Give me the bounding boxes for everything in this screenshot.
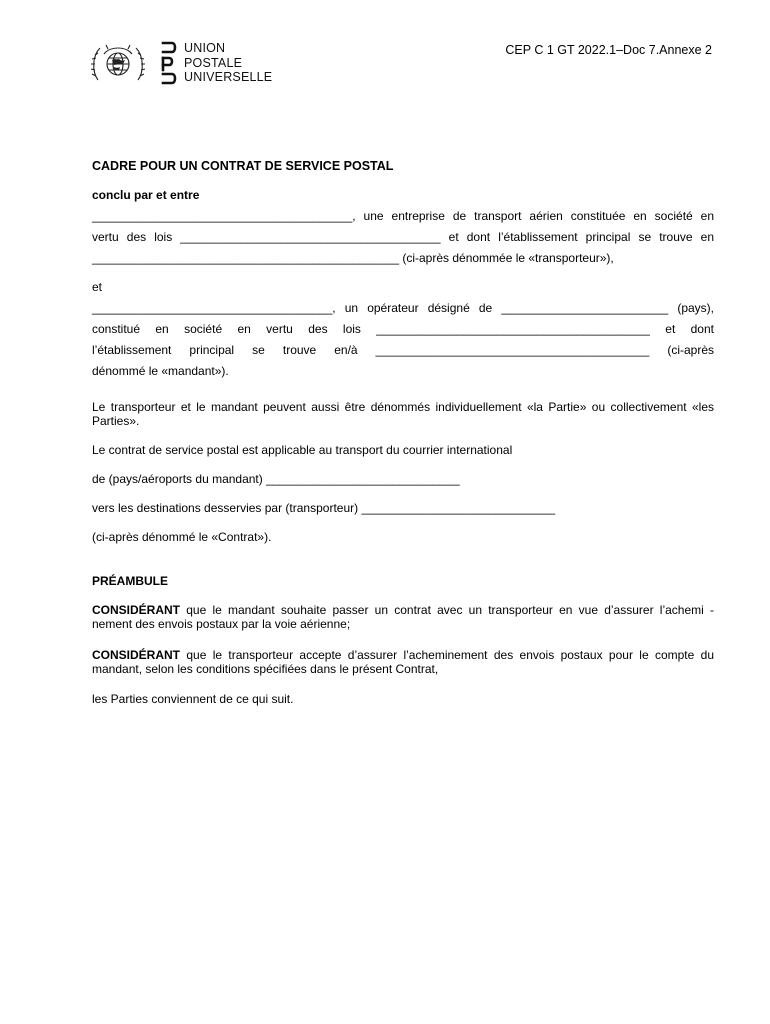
upu-name-line-2: POSTALE [184, 55, 243, 70]
party2-line-1: ____________________________________, un opérateur désigné de _________________________ (pays), [92, 301, 714, 315]
upu-name [184, 41, 272, 85]
party2-line-3: l’établissement principal se trouve en/à _________________________________________ (ci-après [92, 343, 714, 357]
upu-acronym [160, 40, 180, 86]
and-word: et [92, 280, 103, 294]
party1-line-2: vertu des lois _______________________________________ et dont l’établissement principal se trouve en [92, 230, 714, 244]
upu-name-line-1: UNION [184, 41, 226, 55]
party1-line-3: ______________________________________________ (ci-après dénommée le «transporteur»), [92, 251, 614, 265]
considerant-1-keyword: CONSIDÉRANT [92, 603, 181, 617]
party1-line-1: _______________________________________, une entreprise de transport aérien constituée en société en [92, 209, 714, 223]
party2-line-2: constitué en société en vertu des lois _________________________________________ et dont [92, 322, 714, 336]
upu-name-line-3: UNIVERSELLE [184, 70, 273, 84]
parties-definition: Le transporteur et le mandant peuvent aussi être dénommés individuellement «la Partie» ou collectivement «les Parties». [92, 400, 714, 428]
party2-line-4: dénommé le «mandant»). [92, 364, 229, 378]
considerant-2-text: que le transporteur accepte d’assurer l’acheminement des envois postaux pour le compte du mandant, selon les conditions spécifiées dans le présent Contrat, [92, 648, 714, 676]
to-line: vers les destinations desservies par (transporteur) _____________________________ [92, 501, 555, 515]
contract-definition: (ci-après dénommé le «Contrat»). [92, 530, 272, 544]
document-title: CADRE POUR UN CONTRAT DE SERVICE POSTAL [92, 159, 394, 173]
preamble-heading: PRÉAMBULE [92, 574, 169, 588]
concluded-by: conclu par et entre [92, 188, 200, 202]
from-line: de (pays/aéroports du mandant) _____________________________ [92, 472, 460, 486]
considerant-1-text: que le mandant souhaite passer un contrat avec un transporteur en vue d’assurer l’achemi - nement des envois postaux par la voie aérienne; [92, 603, 714, 631]
considerant-2-keyword: CONSIDÉRANT [92, 648, 181, 662]
upu-emblem-icon [90, 40, 146, 88]
considerant-1 [92, 603, 714, 631]
considerant-2 [92, 648, 714, 676]
document-reference: CEP C 1 GT 2022.1–Doc 7.Annexe 2 [505, 43, 712, 57]
agreement: les Parties conviennent de ce qui suit. [92, 692, 294, 706]
applicability: Le contrat de service postal est applicable au transport du courrier international [92, 443, 513, 457]
